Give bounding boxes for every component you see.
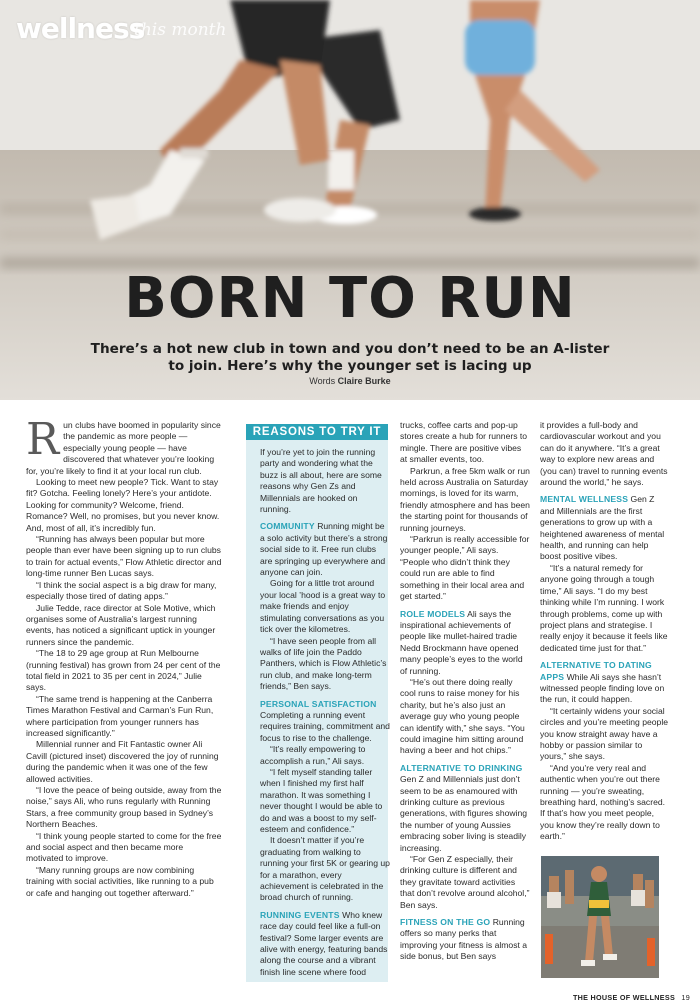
paragraph: Gen Z and Millennials are the first generations to grow up with a heightened awareness of mental health, and running can help boost positive vibes. — [540, 494, 665, 562]
byline — [0, 376, 700, 386]
publication-name: THE HOUSE OF WELLNESS — [572, 993, 676, 1002]
byline-prefix: Words — [309, 376, 336, 386]
paragraph: “The same trend is happening at the Canberra Times Marathon Festival and Carman’s Fun Run, where participation from younger runners has increased significantly.” — [26, 693, 214, 738]
subheading: PERSONAL SATISFACTION — [260, 698, 377, 709]
paragraph: Parkrun, a free 5km walk or run held across Australia on Saturday mornings, is loved for its warm, friendly atmosphere and has been the starting point for thousands of running journeys. — [400, 465, 530, 533]
reasons-heading: REASONS TO TRY IT — [246, 424, 388, 440]
runner-crowd-photo — [541, 856, 659, 978]
paragraph: It doesn’t matter if you’re graduating from walking to running your first 5K or gearing up for a marathon, every achievement is celebrated in the broad church of running. — [260, 835, 390, 903]
paragraph: Running offers so many perks that improving your fitness is almost a side bonus, but Ben says — [400, 917, 528, 962]
paragraph: “Running has always been popular but more people than ever have been signing up to run clubs to train for actual events,” Flow Athletic director and long-time runner Ben Lucas says. — [26, 534, 222, 579]
paragraph: Julie Tedde, race director at Sole Motive, which organises some of Australia’s largest running events, has noticed a significant uptick in younger runners since the pandemic. — [26, 602, 216, 647]
paragraph: “I felt myself standing taller when I finished my first half marathon. It was something I never thought I would be able to do and was a boost to my self-esteem and confidence.” — [260, 766, 383, 834]
paragraph: “And you’re very real and authentic when you’re out there running — you’re sweating, breathing hard, nothing’s sacred. If that’s how you meet people, you know they’re really down to earth.” — [540, 762, 666, 842]
paragraph: “It’s really empowering to accomplish a run,” Ali says. — [260, 744, 366, 766]
paragraph: “I think young people started to come for the free and social aspect and then became more motivated to improve. — [26, 830, 222, 864]
reasons-column — [260, 447, 390, 978]
page-title: BORN TO RUN — [124, 266, 576, 331]
subsection-role-models — [400, 609, 530, 677]
brand-logo: wellness — [16, 12, 145, 45]
paragraph: “It’s a natural remedy for anyone going through a tough time,” Ali says. “I do my best thinking while I’m running. I work through problems, come up with project plans and strategise. I really enjoy it because it feels like dedicated time just for that.” — [540, 562, 668, 653]
paragraph: it provides a full-body and cardiovascular workout and you can do it anywhere. “It’s a great way to explore new areas and (you can) travel to running events around the world,” he says. — [540, 420, 668, 488]
subheading: FITNESS ON THE GO — [400, 917, 491, 928]
subsection-fitness — [400, 917, 530, 963]
subheading: RUNNING EVENTS — [260, 909, 340, 920]
paragraph: “I think the social aspect is a big draw for many, especially those tired of dating apps.” — [26, 579, 217, 602]
standfirst: There’s a hot new club in town and you don’t need to be an A-lister to join. Here’s why the younger set is lacing up — [90, 341, 610, 374]
paragraph: Who knew race day could feel like a full-on festival? Some larger events are alive with energy, featuring bands along the course and a vibrant finish line scene where food — [260, 909, 388, 977]
paragraph: “For Gen Z especially, their drinking culture is different and they gravitate toward activities that don’t revolve around alcohol,” Ben says. — [400, 854, 530, 910]
subsection-events — [260, 910, 390, 978]
subsection-mental — [540, 494, 670, 562]
inset-photo — [541, 856, 659, 978]
article-column-3 — [400, 420, 530, 963]
paragraph: “I have seen people from all walks of life join the Paddo Panthers, which is Flow Athletic’s run club, and make long-term friends,” Ben says. — [260, 635, 387, 692]
paragraph: “Parkrun is really accessible for younger people,” Ali says. “People who didn’t think they could run are able to find something in their local area and get started.” — [400, 534, 530, 602]
subsection-personal — [260, 699, 390, 745]
paragraph: “I love the peace of being outside, away from the noise,” says Ali, who runs regularly with Running Stars, a free community group based in Sydney’s Northern Beaches. — [26, 785, 222, 830]
paragraph: While Ali says she hasn’t witnessed people finding love on the run, it could happen. — [540, 671, 665, 705]
paragraph: Going for a little trot around your local ’hood is a great way to make friends and enjoy stimulating conversations as you tick over the kilometres. — [260, 578, 386, 635]
drop-cap: R — [26, 414, 60, 465]
subheading: MENTAL WELLNESS — [540, 494, 629, 505]
byline-author: Claire Burke — [337, 376, 391, 386]
paragraph: trucks, coffee carts and pop-up stores create a hub for runners to mingle. There are positive vibes at smaller events, too. — [400, 420, 528, 465]
subsection-dating — [540, 660, 670, 706]
runners-photo — [0, 0, 700, 400]
paragraph: Completing a running event requires training, commitment and focus to rise to the challenge. — [260, 709, 390, 743]
paragraph: Millennial runner and Fit Fantastic owner Ali Cavill (pictured inset) discovered the joy of running during the pandemic when it was one of the few allowed activities. — [26, 739, 219, 784]
subheading: ALTERNATIVE TO DATING APPS — [540, 660, 652, 682]
subheading: COMMUNITY — [260, 521, 315, 532]
paragraph: “The 18 to 29 age group at Run Melbourne (running festival) has grown from 24 per cent of the total field in 2021 to 35 per cent in 2024,” Julie says. — [26, 648, 221, 693]
paragraph: Ali says the inspirational achievements of people like mullet-haired tradie Nedd Brockmann have opened many people’s eyes to the world of running. — [400, 608, 523, 676]
paragraph: Running might be a solo activity but there’s a strong social side to it. Free run clubs are springing up everywhere and anyone can join. — [260, 521, 388, 578]
article-column-1 — [26, 414, 222, 899]
subsection-drinking — [400, 763, 530, 854]
subheading: ROLE MODELS — [400, 608, 466, 619]
paragraph: Looking to meet new people? Tick. Want to stay fit? Gotcha. Feeling lonely? Here’s your antidote. Looking for community? Welcome, friend. Romance? Well, no promises, but you never know. And, most of all, it’s incredibly fun. — [26, 477, 220, 533]
paragraph: Gen Z and Millennials just don’t seem to be as enamoured with drinking culture as previous generations, with figures showing the number of young Aussies embracing sober living is steadily increasing. — [400, 774, 528, 853]
page-footer — [573, 993, 690, 1002]
section-label: this month — [134, 20, 227, 40]
hero-image — [0, 0, 700, 400]
article-column-4 — [540, 420, 670, 843]
subsection-community — [260, 521, 390, 578]
paragraph: “He’s out there doing really cool runs to raise money for his charity, but he’s also just an average guy who young people can identify with,” she says. “You could imagine him sitting around having a beer and hot chips.” — [400, 676, 525, 756]
paragraph: un clubs have boomed in popularity since the pandemic as more people — especially young people — have discovered that whatever you’re looking for, you’re likely to find it at your local run club. — [26, 420, 221, 476]
page-number: 19 — [681, 993, 690, 1002]
paragraph: “Many running groups are now combining training with social activities, like running to a pub or cafe and hanging out together afterward.” — [26, 864, 214, 898]
paragraph: If you’re yet to join the running party and wondering what the buzz is all about, here are some reasons why Gen Zs and Millennials are hooked on running. — [260, 447, 382, 515]
subheading: ALTERNATIVE TO DRINKING — [400, 762, 523, 773]
paragraph: “It certainly widens your social circles and you’re meeting people you know straight away have a hobby or passion similar to yours,” she says. — [540, 705, 669, 762]
